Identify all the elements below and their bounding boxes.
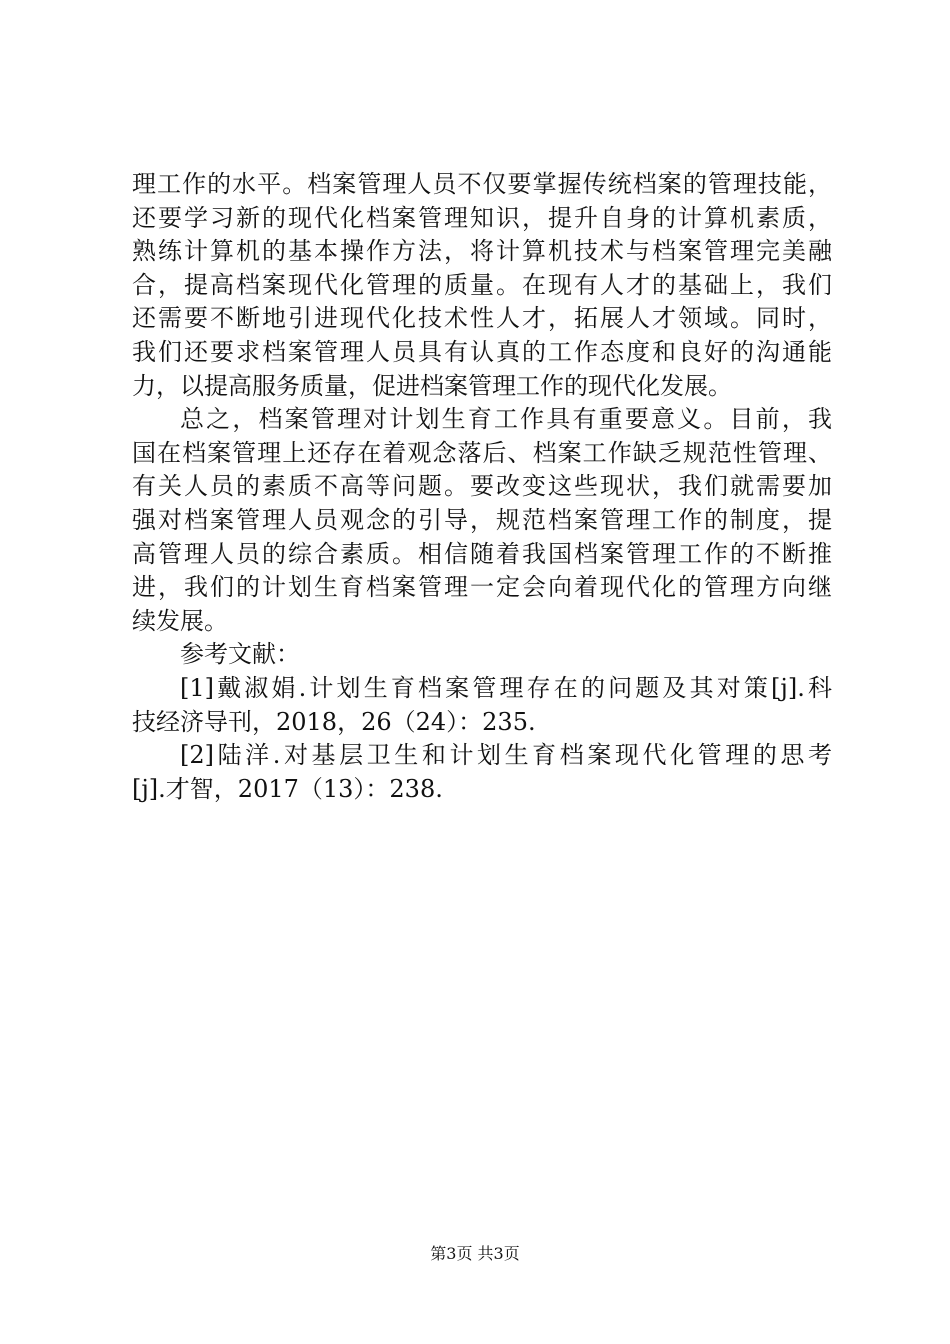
text-line: 我们还要求档案管理人员具有认真的工作态度和良好的沟通能 [132, 337, 832, 366]
page-footer: 第3页 共3页 [430, 1244, 520, 1263]
text-line: [2]陆洋.对基层卫生和计划生育档案现代化管理的思考 [180, 741, 832, 770]
text-line: 力，以提高服务质量，促进档案管理工作的现代化发展。 [132, 371, 732, 400]
text-line: [1]戴淑娟.计划生育档案管理存在的问题及其对策[j].科 [180, 673, 832, 702]
document-body [132, 168, 832, 806]
text-line: 还要学习新的现代化档案管理知识，提升自身的计算机素质， [132, 203, 832, 232]
text-line: 熟练计算机的基本操作方法，将计算机技术与档案管理完美融 [132, 237, 832, 266]
text-line: 参考文献： [180, 640, 300, 669]
text-line: 进，我们的计划生育档案管理一定会向着现代化的管理方向继 [132, 573, 832, 602]
paragraph [132, 739, 832, 806]
text-line: 技经济导刊，2018，26（24）：235. [132, 707, 536, 736]
text-line: 国在档案管理上还存在着观念落后、档案工作缺乏规范性管理、 [132, 438, 832, 467]
text-line: 有关人员的素质不高等问题。要改变这些现状，我们就需要加 [132, 472, 832, 501]
text-line: 还需要不断地引进现代化技术性人才，拓展人才领域。同时， [132, 304, 832, 333]
paragraph [132, 638, 832, 672]
text-line: 强对档案管理人员观念的引导，规范档案管理工作的制度，提 [132, 505, 832, 534]
text-line: 合，提高档案现代化管理的质量。在现有人才的基础上，我们 [132, 270, 832, 299]
text-line: 理工作的水平。档案管理人员不仅要掌握传统档案的管理技能， [132, 170, 832, 198]
paragraph [132, 403, 832, 638]
text-line: 续发展。 [132, 606, 228, 635]
text-line: [j].才智，2017（13）：238. [132, 774, 443, 803]
paragraph [132, 672, 832, 739]
text-line: 总之，档案管理对计划生育工作具有重要意义。目前，我 [180, 405, 832, 434]
paragraph [132, 168, 832, 403]
text-line: 高管理人员的综合素质。相信随着我国档案管理工作的不断推 [132, 539, 832, 568]
